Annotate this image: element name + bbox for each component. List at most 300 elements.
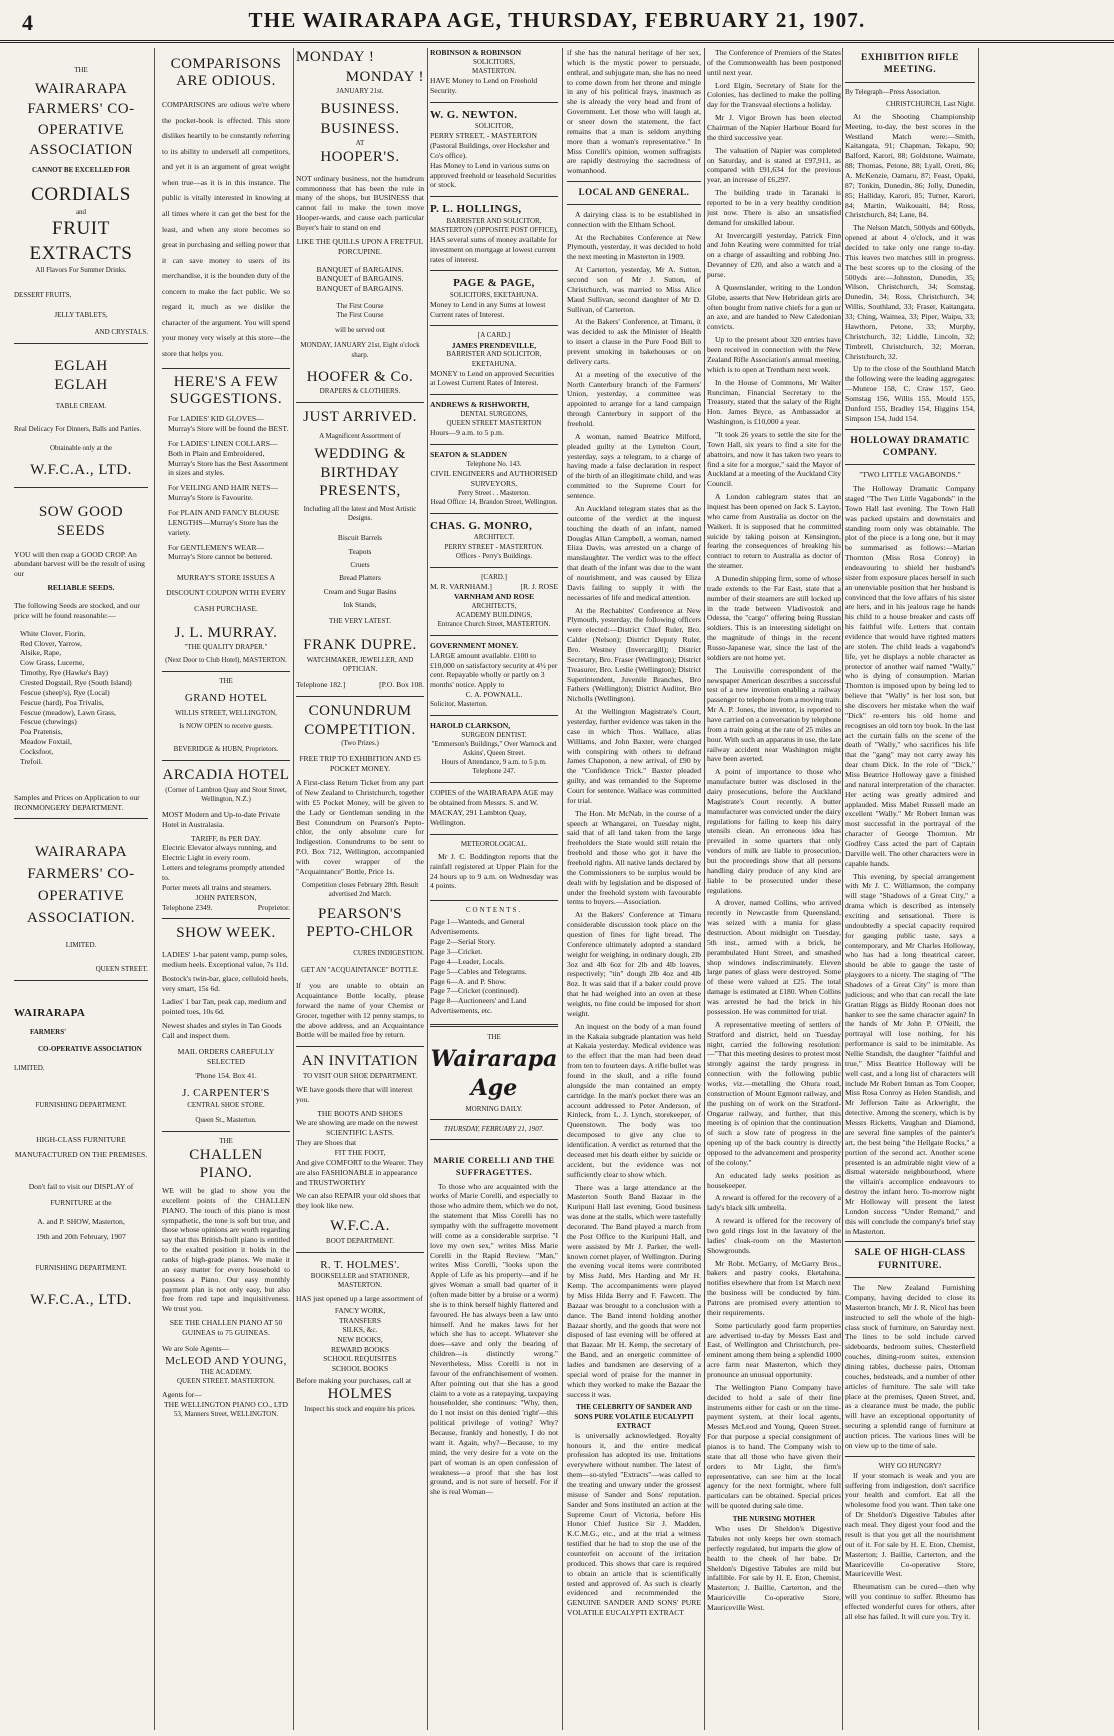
ad-text: WE will be glad to show you the excellent points of the CHALLEN PIANO. The touch of this piano is most sympathetic, the tone is soft but true, and those whose opinions are worth regarding say that this British-built piano is entitled to the exalted position it holds in the ranks of high-grade pianos. We make it an easy matter for every household to possess a Piano. Our easy monthly payment plan is not only easy, but also free from red tape and inquisitiveness. We trust you. — [162, 1185, 290, 1314]
ad-line: BOOKSELLER and STATIONER, MASTERTON. — [310, 1272, 410, 1290]
list-item: Page 8—Auctioneers' and Land Advertisements, etc. — [430, 996, 527, 1016]
ad-line: Competition closes February 28th. Result advertised 2nd March. — [301, 880, 419, 898]
ad-line: THE VERY LATEST. — [329, 617, 391, 626]
ad-line: THE WELLINGTON PIANO CO., LTD — [164, 1400, 288, 1410]
divider — [430, 1119, 558, 1120]
ad-line: HIGH-CLASS FURNITURE MANUFACTURED ON THE PREMISES. — [14, 1135, 148, 1160]
ad-line: Don't fail to visit our DISPLAY of FURNITURE at the — [28, 1181, 134, 1207]
section-heading: METEOROLOGICAL. — [460, 839, 528, 848]
divider — [14, 980, 148, 981]
card-line: MASTERTON (OPPOSITE POST OFFICE), — [430, 225, 558, 234]
ad-line: Telephone 2349. — [162, 902, 213, 912]
ad-line: THE ACADEMY. — [200, 1368, 252, 1377]
card-line: Entrance Church Street, MASTERTON. — [437, 619, 551, 628]
ad-headline: W.F.C.A., LTD. — [30, 462, 132, 478]
card-name: CHAS. G. MONRO, — [430, 520, 533, 533]
ad-line: MONDAY, JANUARY 21st, Eight o'clock sharp. — [300, 341, 420, 359]
card-line: Perry Street . . Masterton. — [457, 488, 531, 497]
list-item: Cruets — [350, 559, 370, 569]
patent-notice — [567, 1403, 701, 1618]
card-line: Head Office: 14, Brandon Street, Wellington. — [430, 498, 558, 507]
paragraph: A representative meeting of settlers of Stratford and district, held on Tuesday night, carried the following resolution:—"That this meeting desires to protest most strongly against the tardy progress in connection with the following public works, viz.—metalling the Ohura road, construction of Mount Egmont railway, and the pushing on of work on the Stratford-Ongarue railway, and further, that this meeting is of opinion that the continuation of such a slow rate of progress in the opening up of the back country is directly opposed to the advancement and prosperity of the colony." — [707, 1019, 841, 1167]
list-item: NEW BOOKS, — [337, 1335, 383, 1344]
divider — [162, 368, 290, 369]
ad-line: [P.O. Box 108. — [379, 679, 424, 689]
ad-headline: FRUIT EXTRACTS — [29, 217, 133, 264]
card-name: JAMES PRENDEVILLE, — [451, 340, 537, 350]
ad-line: Is NOW OPEN to receive guests. — [179, 721, 273, 730]
paragraph: The Conference of Premiers of the States of the Commonwealth has been postponed until next year. — [707, 48, 841, 77]
paragraph: A point of importance to those who manufacture butter was disclosed in the dairy prosecutions, before the Auckland Magistrate's Court recently. A butter manufacturer was convicted under the dairy regulations for failing to keep his dairy utensils clean. An erroneous idea has prevailed in some quarters that only vendors of milk are liable to prosecution, but the proceedings show that all persons handling dairy produce of any kind are liable to be prosecuted under these regulations. — [707, 767, 841, 895]
ad-headline: CONUNDRUM COMPETITION. — [304, 702, 416, 738]
paragraph: Lord Elgin, Secretary of State for the Colonies, has declined to make the polling day for the Transvaal elections a holiday. — [707, 80, 841, 110]
nameplate-title: Wairarapa Age — [430, 1046, 558, 1101]
patent-notice — [707, 1515, 841, 1613]
list-item: For VEILING AND HAIR NETS—Murray's Store is Favourite. — [168, 483, 278, 503]
ad-line: FURNISHING DEPARTMENT. — [35, 1101, 127, 1110]
card-text: PERRY STREET, - MASTERTON (Pastoral Buildings, over Hocksher and Co's office). — [430, 131, 550, 160]
column-6 — [707, 48, 841, 1730]
card-line: Solicitor, Masterton. — [430, 699, 488, 708]
card-line: PERRY STREET - MASTERTON. — [444, 542, 544, 551]
card-prendeville — [430, 331, 558, 388]
ad-text: MOST Modern and Up-to-date Private Hotel in Australasia. — [162, 809, 280, 829]
ad-headline: McLEOD AND YOUNG, — [165, 1354, 287, 1367]
card-partners — [430, 582, 558, 592]
list-item: SCHOOL REQUISITES — [323, 1354, 397, 1364]
ad-line: WATCHMAKER, JEWELLER, AND OPTICIAN. — [306, 655, 414, 673]
leader-article — [430, 1151, 558, 1500]
card-line: BARRISTER AND SOLICITOR, — [446, 350, 542, 359]
column-rule — [978, 48, 979, 1730]
ad-line: will be served out — [335, 326, 385, 335]
paragraph: At the Bakers' Conference at Timaru considerable discussion took place on the question of fines for light bread. The Conference ultimately adopted a standard weight for weighing, in ordinary dough, 2lb 3oz and 4lb 6oz for 2lb and 4lb loaves, respectively; "tin" dough 2lb 4oz and 4lb 8oz. It was said that if a baker could prove that he had weighed into an oven at these weights, no fine could be imposed for short weight. — [567, 910, 701, 1018]
card-name: ANDREWS & RISHWORTH, — [430, 400, 530, 410]
ad-line: A. and P. SHOW, Masterton, — [37, 1216, 125, 1226]
ad-text: A First-class Return Ticket from any part of New Zealand to Christchurch, together with £5 Pocket Money, will be given to the Lady or Gentleman sending in the Best Conundrum on Pearson's Pepto-chlor, the only absolute cure for Indigestion. Conundrums to be sent to P.O. Box 712, Wellington, accompanied with cover wrapper of the "Acquaintance" Bottle, Price 1s. — [296, 778, 424, 876]
divider — [162, 1131, 290, 1132]
column-4 — [430, 48, 558, 1730]
card-line: ACADEMY BUILDINGS, — [455, 610, 533, 619]
card-line: [R. J. ROSE — [520, 581, 558, 591]
paragraph: The Nelson Match, 500yds and 600yds, opened at about 4 o'clock, and it was decided to take only one range to-day. This leaves two matches still in progress. The best scores up to the closing of the 500yds are:—Johnston, Dunedin, 35; Wilson, Christchurch, 34; Somstag, Dunedin, 34; Ross, Christchurch, 34; Willis, Southland, 33; Fraser, Kaitangata, 33; Ching, Waimea, 33; Piper, Waipu, 33; Hawthorn, Petone, 33; Murphy, Christchurch, 32; Liddle, Lincoln, 32; Timbrell, Christchurch, 32; Morran, Christchurch, 32. — [845, 223, 975, 361]
advert-murray — [162, 374, 290, 666]
list-item: Timothy, Rye (Hawke's Bay) — [20, 668, 109, 678]
masthead — [0, 0, 1114, 43]
ad-text: WE have goods there that will interest you. — [296, 1084, 413, 1104]
ad-line: The First Course — [336, 302, 384, 311]
ad-line: Including all the latest and Most Artistic Designs. — [303, 505, 417, 523]
card-line: [A CARD.] — [477, 331, 511, 340]
ad-line: JOHN PATERSON, — [195, 892, 257, 902]
list-item: FANCY WORK, — [334, 1306, 386, 1316]
ad-footer — [162, 903, 290, 913]
ad-line: Agents for— — [162, 1390, 202, 1400]
list-item: For LADIES' KID GLOVES—Murray's Store will be found the BEST. — [168, 414, 289, 433]
article-heading: EXHIBITION RIFLE MEETING. — [860, 53, 959, 76]
card-line: CIVIL ENGINEERS and AUTHORISED SURVEYORS, — [430, 469, 558, 489]
ad-line: CO-OPERATIVE ASSOCIATION — [38, 1044, 142, 1053]
paragraph: A London cablegram states that an inquest has been opened on Jack S. Layton, who came from Australia as doctor on the Waikeri. It is supposed that he committed suicide by taking poison at Kensington, fearing the consequences of breaking his contract to return to Australia as doctor of the steamer. — [707, 492, 841, 571]
section-contents — [430, 906, 558, 1018]
ad-line: and — [75, 207, 87, 216]
list-item: Fescue (sheep's), Rye (Local) — [20, 687, 110, 697]
divider — [430, 900, 558, 901]
paragraph: Who uses Dr Sheldon's Digestive Tabules not only keeps her own stomach perfectly regulated, but imparts the glow of health to the cheek of her babe. Dr Sheldon's Digestive Tabules are mild but infallible. For sale by H. E. Eton, Chemist, Masterton; J. Baillie, Carterton, and the Mauriceville Co-operative Store, Mauriceville West. — [707, 1524, 841, 1612]
card-name: VARNHAM AND ROSE — [453, 591, 535, 601]
card-clarkson — [430, 721, 558, 776]
divider — [567, 204, 701, 205]
divider — [845, 1277, 975, 1278]
list-item: Cocksfoot, — [20, 746, 54, 756]
suggestion-list — [168, 414, 290, 562]
advert-challen-piano — [162, 1137, 290, 1419]
ad-headline: J. L. MURRAY. — [174, 624, 278, 641]
ad-line: We are Sole Agents— — [162, 1343, 230, 1353]
column-rule — [293, 48, 294, 1730]
ad-line: AT — [355, 139, 365, 148]
ad-line: JELLY TABLETS, — [54, 310, 108, 319]
ad-line: DRAPERS & CLOTHIERS. — [319, 387, 401, 396]
divider — [845, 464, 975, 465]
article-heading: HOLLOWAY DRAMATIC COMPANY. — [850, 435, 970, 458]
ad-line: QUEEN STREET. MASTERTON. — [176, 1377, 276, 1386]
paragraph: If your stomach is weak and you are suffering from indigestion, don't sacrifice your health and comfort. Eat all the wholesome food you want. Then take one of Dr Sheldon's Digestive Tabules after each meal. They digest your food and the result is that you get all the nourishment out of it. For sale by H. E. Eton, Chemist, Masterton; J. Baillie, Carterton, and the Mauriceville Co-operative Store, Mauriceville West. — [845, 1470, 975, 1579]
list-item: Red Clover, Yarrow, — [20, 638, 82, 648]
list-item: For PLAIN AND FANCY BLOUSE LENGTHS—Murray's Store has the variety. — [168, 507, 279, 537]
present-list — [296, 531, 424, 611]
ad-the: THE — [74, 66, 88, 74]
divider — [162, 760, 290, 761]
ad-line: QUEEN STREET. — [95, 964, 148, 973]
column-rule — [562, 48, 563, 1730]
paragraph: A Dunedin shipping firm, some of whose trade extends to the Far East, state that a number of their steamers are still locked up in the trade between Vladivostok and Odessa, the "cargo" offering being Russian soldiers. This is an interesting sidelight on the magnitude of things in the recent Russo-Japanese war, since the last of the soldiers are not home yet. — [707, 573, 841, 662]
column-2 — [162, 48, 290, 1730]
ad-text: YOU will then reap a GOOD CROP. An abundant harvest will be the result of using our — [14, 549, 145, 579]
card-line: [CARD.] — [481, 572, 507, 581]
ad-line: Real Delicacy For Dinners, Balls and Parties. — [14, 424, 142, 433]
card-andrews — [430, 400, 558, 438]
ad-line: Telephone 182.] — [296, 679, 346, 689]
paragraph: The Wellington Piano Company have decided to hold a sale of their fine instruments either for cash or on the time-payment system, at their local agents, Messrs McLeod and Young, Queen Street. For that purpose a special consignment of pianos is to hand. The Company wish to state that all those who have given their orders to Mr Light, the firm's representative, can see him at the local agency for the next fortnight, where full particulars can be obtained. Special prices will be quoted during sale time. — [707, 1382, 841, 1511]
article-subheading: "TWO LITTLE VAGABONDS." — [859, 470, 961, 480]
ad-line: BANQUET of BARGAINS. — [316, 284, 404, 294]
paragraph: The valuation of Napier was completed on Saturday, and is stated at £97,911, as compared with £91,634 for the previous year, an increase of £6,297. — [707, 145, 841, 185]
card-page — [430, 276, 558, 319]
masthead-title: THE WAIRARAPA AGE, THURSDAY, FEBRUARY 21, 1907. — [248, 8, 866, 32]
card-text: HAVE Money to Lend on Freehold Security. — [430, 76, 538, 95]
divider — [845, 429, 975, 430]
column-7 — [845, 48, 975, 1730]
stationery-list — [296, 1306, 424, 1373]
paragraph: There was a large attendance at the Masterton South Band Bazaar in the Kuripuni Hall last evening. Good business was done at the stalls, which were tastefully decorated. The Band played a march from the Post Office to the Kuripuni Hall, and were assisted by Mr J. Parker, the well-known cornet player, of Wellington. During the evening vocal items were contributed by Miss Judd, Mrs Harding and Mr H. Kemp. The accompaniments were played by Miss Hilda Berry and F. Fawcett. The Bazaar was brought to a conclusion with a dance. The Band intend holding another Bazaar shortly, and the goods that were not disposed of last evening will be offered at that Bazaar. Mr H. Kemp, the secretary of the Band, and an energetic committee of ladies and bandsmen are deserving of a special word of praise for the manner in which they worked to make the Bazaar the success it was. — [567, 1182, 701, 1399]
divider — [430, 513, 558, 514]
advert-comparisons — [162, 48, 290, 362]
ad-headline: CHALLEN PIANO. — [189, 1146, 263, 1181]
paragraph: At the Rechabites' Conference at New Plymouth, yesterday, the following officers were elected:—District Chief Ruler, Bro. Calder (Nelson); District Deputy Ruler, Bro. Westney (Invercargill); District Secretary, Bro. Fraser (Wellington); District Treasurer, Bro. Leslie (Wellington); District Superintendent, Juvenile Branches, Bro Fathers (Wellington); District Auditor, Bro Nicholls (Wellington). — [567, 605, 701, 704]
ad-text: LADIES' 1-bar patent vamp, pump soles, medium heels. Exceptional value, 7s 11d. — [162, 949, 289, 969]
ad-text: Before making your purchases, call at — [296, 1375, 412, 1385]
ad-line: CANNOT BE EXCELLED FOR — [31, 166, 131, 175]
card-name: GOVERNMENT MONEY. — [430, 640, 519, 650]
divider — [567, 181, 701, 182]
ad-line: MURRAY'S STORE ISSUES A DISCOUNT COUPON WITH EVERY CASH PURCHASE. — [166, 573, 286, 613]
divider — [430, 270, 558, 271]
ad-headline: FRANK DUPRE. — [303, 637, 417, 654]
divider — [430, 394, 558, 395]
ad-line: LIMITED. — [65, 941, 97, 950]
divider — [430, 444, 558, 445]
ad-line: FREE TRIP TO EXHIBITION AND £5 POCKET MONEY. — [299, 754, 421, 774]
section-meteorological — [430, 840, 558, 895]
article-heading: SALE OF HIGH-CLASS FURNITURE. — [854, 1248, 966, 1271]
ad-text: If you are unable to obtain an Acquaintance Bottle locally, please forward the name of your Chemist or Grocer, together with 12 penny stamps, to the above address, and an Acquaintance Bottle will be mailed free by return. — [296, 981, 424, 1040]
list-item: Page 3—Cricket. — [430, 947, 483, 956]
paragraph: The New Zealand Furnishing Company, having decided to close its Masterton branch, Mr J. R. Nicol has been instructed to sell the whole of the high-class stock of furniture, on Saturday next. The lines to be sold include carved sideboards, bedroom suites, Chesterfield couches, dining-room suites, extension dining tables, duchesse pairs, Ottoman couches, bedsteads, and a number of other articles of furniture. The sale will take place at the premises, Queen Street, and, as a clearance must be made, the public will have an exceptional opportunity of securing a splendid range of furniture at auction prices. The various lines will be on view up to the time of sale. — [845, 1283, 975, 1450]
paragraph: A reward is offered for the recovery of a lady's black silk umbrella. — [707, 1193, 841, 1213]
card-varnham — [430, 573, 558, 629]
ad-line: 19th and 20th February, 1907 — [36, 1232, 126, 1242]
paragraph: The Holloway Dramatic Company staged "The Two Little Vagabonds" in the Town Hall last evening. The Town Hall was packed upstairs and downstairs and standing room only was obtainable. The plot of the piece is a long one, but it may be summarised as follows:—Marian Thornton (Miss Rosa Conroy) in endeavouring to shield her husband's sister from exposure places herself in such an unenviable position that her husband is convinced that the love affairs of his sister are hers, and in his jealous rage he hands his child to a house breaker and casts off his faithful wife. Letters that contain evidence that would have righted matters are stolen. The child leads a vagabond's life, yet he displays a noble character as protector of another waif named "Wally," who is dying of consumption. Marian Thornton is imposed upon by being led to believe that "Wally" is her lost son, but she discovers her mistake when the waif "Dick" re-enters his old home and recognises an old torn toy book. In the last act the curtain falls on the scene of the death of "Wally," who sacrifices his life that the "gang" may not carry away his dear chum Dick. In the role of "Dick," Miss Beatrice Holloway gave a finished and natural interpretation of the character. Her acting was greatly admired and applauded. Miss Mabel Russell made an excellent "Wally." Mr Robert Inman was most successful in the portrayal of the character of George Thornton. Mr Godfrey Cass acted the part of Captain Darville well. The other characters were in capable hands. — [845, 484, 975, 868]
paragraph: To those who are acquainted with the works of Marie Corelli, and especially to those who admire them, which we do not, the statement that Miss Corelli has no sympathy with the suffragette movement will come as a considerable surprise. "I love my own sex," writes Miss Marie Corelli in the Rapid Review. "Man," writes Miss Corelli, "looks upon the Apple of Life as his property—and if he gives Woman a small bad quarter of it (often made bitter by a bruise or a worm) she is to think herself highly flattered and favoured. He has always been a law unto himself. And he makes laws for her which she has to accept. Whatever she does—save and only the bearing of children—is distinctly wrong." Nevertheless, Miss Corelli is not in favour of the enfranchisement of women. After pointing out that she has a good claim to a vote as a ratepaying, taxpaying householder, she continues: "Why, then, do I not insist on this denied 'right'—this political privilege of voting? Why? Because, frankly and honestly, I do not want it. Again, why?—Because, to my mind, the very desire for a vote on the part of woman is an open confession of weakness—a proof that she has lost ground, and is not sure of herself. For if she is real Woman— — [430, 1181, 558, 1497]
paragraph: Mr J. Vigor Brown has been elected Chairman of the Napier Harbour Board for the third successive year. — [707, 113, 841, 142]
list-item: REWARD BOOKS — [330, 1344, 390, 1354]
divider — [845, 1456, 975, 1457]
ad-headline: GRAND HOTEL — [184, 691, 268, 704]
card-line: "Emmerson's Buildings," Over Warnock and Askins', Queen Street. — [431, 739, 557, 758]
list-item: Alsike, Rape, — [20, 648, 62, 658]
paragraph: The building trade in Taranaki is reported to be in a very healthy condition just now. There is also an unsatisfied demand for unskilled labour. — [707, 188, 841, 227]
ad-text: Ladies' 1 bar Tan, peak cap, medium and pointed toes, 10s 6d. — [162, 997, 287, 1017]
advert-wfca — [14, 824, 148, 973]
list-item: Page 4—Leader, Locals. — [430, 956, 505, 966]
ad-line: THE — [219, 677, 233, 686]
divider — [430, 567, 558, 568]
card-line: Telephone No. 143. — [466, 460, 522, 469]
list-item: Fescue (meadow), Lawn Grass, — [20, 707, 116, 717]
paragraph: At the Rechabites Conference at New Plymouth, yesterday, it was decided to hold the next meeting in Masterton in 1909. — [567, 232, 701, 262]
ad-headline: HOOPER'S. — [320, 149, 400, 166]
card-hollings — [430, 202, 558, 264]
divider — [14, 487, 148, 488]
ad-text: And give COMFORT to the Wearer. They are also FASHIONABLE in appearance and TRUSTWORTHY — [296, 1157, 424, 1187]
advert-dupre — [296, 408, 424, 690]
nameplate-sub: MORNING DAILY. — [465, 1105, 523, 1114]
ad-headline: SHOW WEEK. — [176, 925, 276, 942]
list-item: SILKS, &c. — [342, 1325, 378, 1335]
list-item: Biscuit Barrels — [337, 533, 383, 543]
ad-text: Letters and telegrams promptly attended to. — [162, 863, 285, 882]
ad-line: BOOT DEPARTMENT. — [326, 1236, 394, 1245]
ad-headline: SOW GOOD SEEDS — [38, 503, 124, 539]
ad-line: DESSERT FRUITS, — [14, 291, 72, 300]
ad-text: The following Seeds are stocked, and our price will be found reasonable:— — [14, 600, 140, 620]
column-rule — [427, 48, 428, 1730]
ad-line: 'Phone 154. Box 41. — [195, 1070, 257, 1080]
notice-heading: THE CELEBRITY OF SANDER AND SONS PURE VOLATILE EUCALYPTI EXTRACT — [574, 1403, 694, 1430]
paragraph: Rheumatism can be cured—then why will you continue to suffer. Rheumo has effected wonderful cures for others, after all else has failed. It will cure you. Try it. — [845, 1582, 975, 1621]
paragraph: Up to the close of the Southland Match the following were the leading aggregates:—Munroe 158, C. Craw 157, Geo. Somstag 156, Willis 155, Mould 155, Dunford 155, Bradley 154, Higgins 154, Simpson 154, Judd 154. — [845, 364, 975, 423]
divider — [845, 1241, 975, 1242]
card-name: HAROLD CLARKSON, — [430, 721, 511, 731]
list-item: TRANSFERS — [339, 1315, 381, 1325]
divider — [296, 696, 424, 697]
divider — [430, 1024, 558, 1027]
column-rule — [704, 48, 705, 1730]
column-3 — [296, 48, 424, 1730]
ad-headline: R. T. HOLMES'. — [320, 1258, 400, 1271]
card-line: C. A. POWNALL. — [465, 690, 523, 700]
column-rule — [154, 48, 155, 1730]
advert-hooper — [296, 48, 424, 396]
list-item: Ink Stands, — [343, 599, 377, 609]
advert-pepto-chlor — [296, 702, 424, 1040]
ad-line: WAIRARAPA — [14, 1006, 86, 1019]
column-rule — [842, 48, 843, 1730]
advert-cordials — [14, 48, 148, 337]
card-line: Hours of Attendance, 9 a.m. to 5 p.m. — [441, 758, 547, 767]
ad-line: Inspect his stock and enquire his prices. — [304, 1404, 416, 1413]
divider — [430, 782, 558, 783]
notice-copies — [430, 788, 558, 827]
section-heading: LOCAL AND GENERAL. — [578, 187, 690, 198]
ad-line: FARMERS' — [30, 1027, 67, 1036]
paragraph: if she has the natural heritage of her sex, which is the mystic power to persuade, enthral, and subjugate man, she has no need to come down from her throne and mingle in any of his political frays, inasmuch as she is already the very head and front of Government. Let those who will laugh at, or sneer down the statement, the fact remains that a man is seldom anything more than a woman's representative." In Miss Corelli's opinion, women suffragists are rapidly destroying the sacredness of womanhood. — [567, 48, 701, 176]
ad-headline: W.F.C.A., LTD. — [30, 1292, 132, 1309]
list-item: For GENTLEMEN'S WEAR—Murray's Store cannot be bettered. — [168, 542, 273, 562]
ad-line: (Two Prizes.) — [341, 739, 379, 748]
ad-headline: MONDAY ! — [345, 68, 424, 85]
card-text: MONEY to Lend on approved Securities at Lowest Current Rates of Interest. — [430, 368, 555, 388]
list-item: Poa Pratensis, — [20, 727, 63, 737]
ad-line: Obtainable only at the — [49, 443, 112, 452]
divider — [162, 671, 290, 672]
ad-line: TABLE CREAM. — [55, 401, 107, 410]
paragraph: A dairying class is to be established in connection with the Eltham School. — [567, 209, 701, 229]
ad-line: GET AN "ACQUAINTANCE" BOTTLE. — [301, 966, 419, 975]
ad-headline: HOLMES — [327, 1386, 393, 1403]
ad-headline: W.F.C.A. — [330, 1218, 390, 1235]
card-name: ROBINSON & ROBINSON — [430, 48, 522, 57]
ad-text: Newest shades and styles in Tan Goods Call and inspect them. — [162, 1021, 282, 1040]
ad-headline: MONDAY ! — [296, 49, 375, 65]
ad-headline: PEARSON'S PEPTO-CHLOR — [306, 905, 414, 940]
notice-heading: WHY GO HUNGRY? — [878, 1461, 942, 1470]
list-item: White Clover, Fiorin, — [20, 628, 86, 638]
card-line: QUEEN STREET MASTERTON — [446, 419, 542, 428]
paragraph: At a meeting of the executive of the North Canterbury branch of the Farmers' Union, yesterday, a committee was appointed to arrange for a land campaign through Canterbury in support of the freehold. — [567, 369, 701, 429]
list-item: Trefoil. — [20, 756, 43, 766]
divider — [296, 1252, 424, 1253]
card-name: SEATON & SLADDEN — [430, 450, 507, 460]
nameplate-date: THURSDAY, FEBRUARY 21, 1907. — [444, 1125, 544, 1134]
nameplate-the: THE — [487, 1033, 501, 1042]
ad-line: (Corner of Lambton Quay and Stout Street, Wellington, N.Z.) — [165, 785, 287, 803]
list-item: Fescue (hard), Poa Trivalis, — [20, 697, 104, 707]
ad-headline: HERE'S A FEW SUGGESTIONS. — [169, 373, 283, 407]
card-line: Telephone 247. — [472, 767, 516, 776]
paragraph: Some particularly good farm properties are advertised to-day by Messrs East and East, of Wellington and Christchurch, pre-eminent among them being a splendid 1000 acre farm near Masterton, which they pronounce an unusual opportunity. — [707, 1320, 841, 1379]
list-item: Meadow Foxtail, — [20, 737, 72, 747]
card-text: Hours—9 a.m. to 5 p.m. — [430, 428, 504, 438]
list-item: Fescue (chewings) — [20, 717, 77, 727]
section-heading: CONTENTS. — [465, 906, 523, 915]
ad-headline: AN INVITATION — [301, 1053, 419, 1070]
paragraph: At the Shooting Championship Meeting, to-day, the best scores in the Westland Match were:—Smith, Kaitangata, 91; Chapman, Tekapu, 90; Balford, Karori, 88; Goldstone, Waimate, 88; Thomas, Petone, 88; Lyall, Oreti, 86; A. McKenzie, Oamaru, 87; Feast, Opaki, 87; Tonkin, Dunedin, 86; Jolly, Dunedin, 85; Halliday, Karori, 85; Turner, Karori, 84; Martin, Waikouaiti, 84; Ross, Christchurch, 84; Lane, 84. — [845, 111, 975, 220]
ad-line: A Magnificent Assortment of — [319, 431, 401, 440]
ad-line: RELIABLE SEEDS. — [47, 583, 115, 593]
list-item: Bread Platters — [339, 573, 381, 583]
ad-line: JANUARY 21st. — [336, 87, 384, 95]
card-line: EKETAHUNA. — [471, 359, 517, 368]
paragraph: An Auckland telegram states that as the outcome of the verdict at the inquest touching the death of an infant, named Douglas Allan Campbell, a woman, named Eliza Davis, was arrested on a charge of manslaughter. The verdict was to the effect that death of the infant was due to the want of nourishment, and was caused by Eliza Davis failing to supply it with the necessaries of life and medical attention. — [567, 503, 701, 602]
ad-line: FIT THE FOOT, — [334, 1148, 386, 1158]
byline: By Telegraph—Press Association. — [845, 87, 941, 96]
advert-furniture — [14, 986, 148, 1311]
card-newton — [430, 108, 558, 191]
ad-line: Proprietor. — [257, 902, 290, 912]
ad-headline: CORDIALS — [31, 184, 131, 206]
list-item: Teapots — [348, 546, 372, 556]
paragraph: A Queenslander, writing to the London Globe, asserts that New Hebridean girls are often bought from native chiefs for a gun or an axe, and are handed to New Caledonian convicts. — [707, 282, 841, 332]
divider — [430, 834, 558, 835]
ad-line: BEVERIDGE & HUBN, Proprietors. — [173, 745, 279, 754]
ad-headline: BUSINESS. BUSINESS. — [320, 101, 400, 137]
card-line: Offices - Perry's Buildings. — [455, 551, 533, 560]
ad-line: All Flavors For Summer Drinks. — [35, 266, 127, 275]
divider — [430, 1139, 558, 1140]
paragraph: is universally acknowledged. Royalty honours it, and the entire medical profession has adopted its use. Imitations everywhere without number. The latest of them—so-styled "Extracts"—was called to the treating and unwary under the grossest misuse of Sander and Sons' reputation. Sander and Sons instituted an action at the Supreme Court of Victoria, before His Honor Chief Justice Sir J. Madden, K.C.M.G., etc., and at the trial a witness testified that he had to stop the use of the counterfeit on account of the irritation produced. This shows that care is required to obtain an article that is scientifically tested and approved of. As such is clearly evidenced and recommended the GENUINE SANDER AND SONS' PURE VOLATILE EUCALYPTI EXTRACT — [567, 1430, 701, 1618]
ad-headline: WAIRARAPA FARMERS' CO-OPERATIVE ASSOCIATION. — [26, 844, 136, 926]
ad-line: TARIFF, 8s PER DAY. — [191, 833, 261, 843]
notice-heading: THE NURSING MOTHER — [732, 1515, 816, 1524]
ad-headline: JUST ARRIVED. — [303, 409, 417, 426]
ad-footer — [296, 680, 424, 690]
list-item: Page 5—Cables and Telegrams. — [430, 966, 527, 976]
paragraph: The Louisville correspondent of the newspaper American describes a successful test of a new invention enabling a railway passenger to telephone from a moving train. Mr A. P. Jones, the inventor, is reported to have carried on a conversation by telephone from a train going at the rate of 25 miles an hour. With such an apparatus in use, the late railway accident near Washington might have been averted. — [707, 665, 841, 764]
ad-text: HAS just opened up a large assortment of — [296, 1294, 423, 1304]
page-number: 4 — [22, 10, 33, 35]
paragraph: "It took 26 years to settle the site for the Town Hall, six years to find a site for the abattoirs, and now it has taken two years to find a site for a morgue," said the Mayor of Auckland at a meeting of the Auckland City Council. — [707, 429, 841, 489]
column-5 — [567, 48, 701, 1730]
card-line: ARCHITECT. — [473, 533, 515, 542]
card-text: Money to Lend in any Sums at lowest Current rates of Interest. — [430, 299, 546, 319]
paragraph: This evening, by special arrangement with Mr J. C. Williamson, the company will stage "Shadows of a Great City," a drama which is described as intensely exciting and sensational. There is undoubtedly a special capacity required for gauging public taste, says a contemporary, and Mr Charles Holloway, who has had a long theatrical career, should be able to gauge the taste of playgoers to a nicety. The staging of "The Shadows of a Great City" is more than judicious; and who that can recall the late Grattan Riggs as Biddy Roonan does not hanker to see the same character again? In the hands of Mr John P. O'Neill, the portrayal will lose nothing, for his performance is said to be inimitable. As Nellie Standish, the daughter "faithful and true," Miss Beatrice Holloway will be well cast, and a long list of characters will include Mr Robert Inman as Tom Cooper, Miss Rosa Conroy as Helen Standish, and Mr Jefferson Taite as Arkwright, the detective. Among the scenery, which is by Messrs Ricketts, Vaughan and Diamond, are several fine samples of the painter's art, the best being "the Hellgate Rocks," a portion of the second act. Another scene presented is an admirable night view of a dismal waterside neighbourhood, where the villain's accomplice endeavours to destroy the infant hero. To-morrow night Mr Holloway will present the latest London success "Under Remand," and this will conclude the company's brief stay in Masterton. — [845, 871, 975, 1236]
card-line: SURGEON DENTIST. — [461, 730, 527, 739]
ad-line: SCIENTIFIC LASTS. — [326, 1128, 394, 1138]
ad-line: MAIL ORDERS CAREFULLY SELECTED — [177, 1046, 275, 1066]
divider — [430, 102, 558, 103]
ad-line: Queen St., Masterton. — [195, 1115, 257, 1124]
card-name: PAGE & PAGE, — [453, 277, 535, 290]
divider — [845, 82, 975, 83]
divider — [430, 635, 558, 636]
card-line: SOLICITOR, — [474, 122, 514, 131]
paragraph: Mr J. C. Boddington reports that the rainfall registered at Upper Plain for the 24 hours up to 9 a.m. on Wednesday was 4 points. — [430, 851, 558, 891]
card-seaton — [430, 450, 558, 507]
card-munro — [430, 519, 558, 561]
advert-grand-hotel — [162, 677, 290, 754]
paragraph: At Carterton, yesterday, Mr A. Sutton, second son of Mr J. Sutton, of Christchurch, was married to Miss Alice Maud Sullivan, second daughter of Mr D. Sullivan, of Carterton. — [567, 265, 701, 314]
ad-line: THE — [219, 1136, 233, 1145]
paragraph: At Invercargill yesterday, Patrick Finn and John Keating were committed for trial on a charge of assaulting and robbing Jno. Devanney of £20, and also a watch and a purse. — [707, 230, 841, 280]
list-item: SCHOOL BOOKS — [331, 1363, 389, 1373]
card-name: W. G. NEWTON. — [430, 108, 518, 121]
ad-text: NOT ordinary business, not the humdrum commonness that has been the rule in many of the shops, but BUSINESS that cannot fail to make the town move Hooper-wards, and cause each particular Buyer's hair to stand on end — [296, 173, 424, 232]
paragraph: At the Wellington Magistrate's Court, yesterday, further evidence was taken in the case in which Thos. Wallace, alias Williams, and John Baxter, were charged with conspiring with others to defraud James Chaponon, a new arrival, of £90 by the "Confidence Trick." Baxter pleaded guilty, and was remanded to the Supreme Court for sentence. Wallace was committed for trial. — [567, 707, 701, 805]
ad-line: CURES INDIGESTION. — [353, 948, 424, 957]
article-heading: MARIE CORELLI AND THE SUFFRAGETTES. — [433, 1155, 555, 1177]
